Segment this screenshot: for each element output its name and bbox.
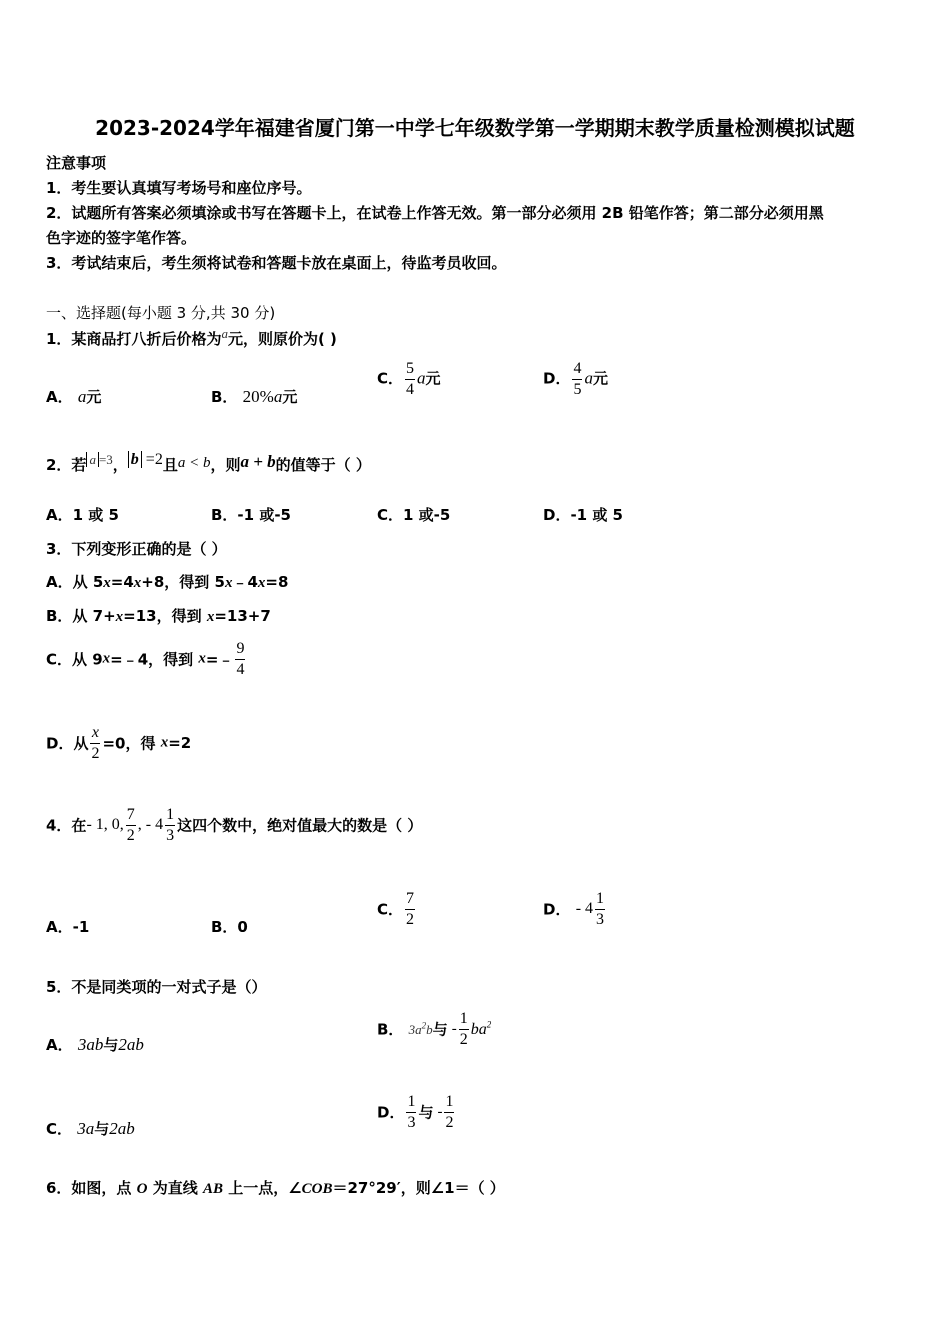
q3-b-3: =13，得到 <box>123 607 207 625</box>
q3-a-3: =4 <box>110 573 134 591</box>
q1-var: a <box>221 326 228 341</box>
q1-suffix: 元，则原价为( ) <box>227 330 337 348</box>
q2-cond1-eq: =3 <box>98 452 113 467</box>
q2-prefix: 2．若 <box>46 456 87 474</box>
q2-option-a: A．1 或 5 <box>46 506 119 524</box>
q5-d-den1: 3 <box>407 1113 416 1131</box>
q3-d-num: x <box>91 724 99 741</box>
q4-m-den: 3 <box>166 826 175 844</box>
q3-option-c <box>46 640 247 678</box>
q3-option-d <box>46 724 191 762</box>
q2-option-b: B．-1 或-5 <box>211 506 291 524</box>
q2-option-c: C．1 或-5 <box>377 506 451 524</box>
q4-c-label: C． <box>377 900 404 919</box>
q1-option-a <box>46 386 101 407</box>
notice-item-1: 1．考生要认真填写考场号和座位序号。 <box>46 179 312 197</box>
q3-a-4: x <box>133 575 142 591</box>
question-5-stem: 5．不是同类项的一对式子是（） <box>46 978 267 996</box>
question-2-stem <box>46 451 371 475</box>
q5-c-with: 与 <box>94 1120 110 1138</box>
q5-a-with: 与 <box>103 1036 119 1054</box>
q3-option-b <box>46 605 271 626</box>
question-6-stem <box>46 1177 505 1198</box>
q5-b-e1: 3a <box>408 1021 422 1037</box>
q6-p3: 上一点，∠ <box>222 1179 302 1197</box>
q6-p4: ＝27°29′，则∠1＝（ ） <box>332 1179 505 1197</box>
q4-option-b: B．0 <box>211 918 248 936</box>
q4-option-c <box>377 890 417 928</box>
q3-c-3: =﹣4，得到 <box>110 650 199 669</box>
q6-o: O <box>136 1181 148 1197</box>
q4-f-den: 2 <box>126 826 135 844</box>
q6-ab: AB <box>202 1181 223 1197</box>
q6-cob: COB <box>301 1181 333 1197</box>
q5-d-with: 与 <box>418 1103 434 1122</box>
q3-c-2: x <box>102 650 111 667</box>
q1-prefix: 1．某商品打八折后价格为 <box>46 330 222 348</box>
q4-c-den: 2 <box>406 910 415 928</box>
q1-b-label: B． <box>211 388 238 406</box>
q5-d-label: D． <box>377 1103 405 1122</box>
q3-d-1: D．从 <box>46 734 89 753</box>
q4-d-whole: - 4 <box>575 900 594 918</box>
q5-d-den2: 2 <box>445 1113 454 1131</box>
q5-b-den: 2 <box>459 1030 468 1048</box>
q5-b-label: B． <box>377 1020 404 1039</box>
q4-d-label: D． <box>543 900 571 919</box>
q1-option-c <box>377 360 441 398</box>
q1-c-label: C． <box>377 369 404 388</box>
q2-cond2-eq: =2 <box>145 451 163 468</box>
q2-sep: ， <box>112 456 128 474</box>
question-1-stem <box>46 326 337 349</box>
q3-b-4: x <box>206 609 215 625</box>
q3-d-2: =0，得 <box>102 734 161 753</box>
q3-b-5: =13+7 <box>214 607 271 625</box>
q1-option-b <box>211 386 297 407</box>
q3-a-7: ﹣4 <box>232 573 258 591</box>
q5-b-neg: - <box>451 1020 457 1037</box>
q3-d-3: x <box>160 734 169 751</box>
q4-option-a: A．-1 <box>46 918 90 936</box>
section-heading: 一、选择题(每小题 3 分,共 30 分) <box>46 304 276 322</box>
q3-a-5: +8，得到 5 <box>141 573 225 591</box>
q3-a-2: x <box>103 575 111 591</box>
q6-p1: 6．如图，点 <box>46 1179 137 1197</box>
q1-c-unit: 元 <box>425 369 441 388</box>
notice-item-3: 3．考试结束后，考生须将试卷和答题卡放在桌面上，待监考员收回。 <box>46 254 507 272</box>
q5-option-b <box>377 1010 491 1048</box>
q3-c-5: =﹣ <box>205 650 234 669</box>
q1-c-num: 5 <box>406 360 415 377</box>
q4-suffix: 这四个数中，绝对值最大的数是（ ） <box>177 816 423 835</box>
q5-c-label: C． <box>46 1120 73 1138</box>
q2-and: 且 <box>162 456 178 474</box>
q3-d-4: =2 <box>168 734 192 753</box>
q2-abs-a: a <box>86 452 99 467</box>
notice-heading: 注意事项 <box>46 154 107 172</box>
q2-then: ，则 <box>210 456 241 474</box>
q3-d-den: 2 <box>91 744 100 762</box>
q3-c-1: C．从 9 <box>46 650 103 669</box>
q4-d-num: 1 <box>596 890 605 907</box>
q5-a-e1: 3ab <box>77 1035 104 1054</box>
q1-a-unit: 元 <box>86 388 102 406</box>
q5-option-c <box>46 1118 135 1139</box>
notice-item-2: 2．试题所有答案必须填涂或书写在答题卡上，在试卷上作答无效。第一部分必须用 2B 铅笔作答；第二部分必须用黑 <box>46 204 824 222</box>
question-4-stem <box>46 806 422 844</box>
q3-a-8: x <box>257 575 266 591</box>
q5-d-num2: 1 <box>445 1093 454 1110</box>
q2-suffix: 的值等于（ ） <box>275 456 371 474</box>
notice-item-2-cont: 色字迹的签字笔作答。 <box>46 229 197 247</box>
page-title: 2023-2024学年福建省厦门第一中学七年级数学第一学期期末教学质量检测模拟试题 <box>95 116 855 140</box>
q1-a-val: a <box>77 387 87 406</box>
q5-option-a <box>46 1034 144 1055</box>
q5-b-e1-tail: b <box>426 1021 433 1037</box>
q5-b-e1-sup: 2 <box>421 1020 427 1031</box>
q1-c-var: a <box>417 368 426 388</box>
q1-a-label: A． <box>46 388 73 406</box>
q3-b-2: x <box>115 609 124 625</box>
q1-d-num: 4 <box>573 360 582 377</box>
q3-c-den: 4 <box>236 660 245 678</box>
q4-mixed: , - 4 <box>137 816 164 834</box>
q1-d-den: 5 <box>573 380 582 398</box>
q4-prefix: 4．在 <box>46 816 87 835</box>
q1-b-val: 20% <box>242 387 274 406</box>
q4-f-num: 7 <box>126 806 135 823</box>
q4-nums: - 1, 0, <box>86 816 124 834</box>
q5-b-e2-sup: 2 <box>486 1019 492 1030</box>
q1-d-var: a <box>584 368 593 388</box>
q5-a-e2: 2ab <box>118 1035 144 1054</box>
q3-c-4: x <box>198 650 206 667</box>
q5-c-e2: 2ab <box>109 1119 135 1138</box>
q4-m-num: 1 <box>166 806 175 823</box>
q3-a-1: A．从 5 <box>46 573 104 591</box>
q4-option-d <box>543 890 607 928</box>
q6-p2: 为直线 <box>147 1179 203 1197</box>
q3-c-num: 9 <box>236 640 245 657</box>
q5-a-label: A． <box>46 1036 73 1054</box>
q5-b-with: 与 <box>432 1020 448 1039</box>
q1-d-unit: 元 <box>592 369 608 388</box>
q2-cond3: a < b <box>177 455 211 471</box>
q5-c-e1: 3a <box>77 1119 95 1138</box>
q5-d-neg: - <box>437 1103 443 1120</box>
q2-expr: a + b <box>240 452 276 471</box>
q5-option-d <box>377 1093 456 1131</box>
q3-a-6: x <box>224 575 233 591</box>
q4-d-den: 3 <box>596 910 605 928</box>
q1-b-unit: 元 <box>282 388 298 406</box>
q4-c-num: 7 <box>406 890 415 907</box>
q1-d-label: D． <box>543 369 571 388</box>
q1-c-den: 4 <box>406 380 415 398</box>
q2-abs-b: b <box>128 451 142 468</box>
q5-d-num1: 1 <box>407 1093 416 1110</box>
question-3-stem: 3．下列变形正确的是（ ） <box>46 540 227 558</box>
q5-b-num: 1 <box>459 1010 468 1027</box>
q3-b-1: B．从 7+ <box>46 607 116 625</box>
q1-option-d <box>543 360 608 398</box>
q5-b-e2: ba <box>470 1020 487 1038</box>
q2-option-d: D．-1 或 5 <box>543 506 623 524</box>
q3-a-9: =8 <box>265 573 289 591</box>
q3-option-a <box>46 571 288 592</box>
q1-b-var: a <box>273 387 283 406</box>
